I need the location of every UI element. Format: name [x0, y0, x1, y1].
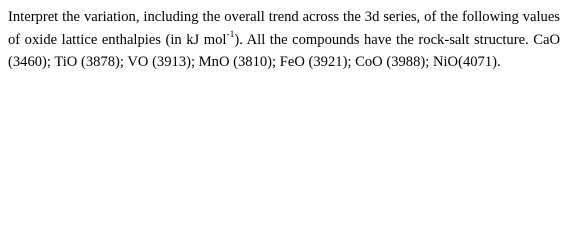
question-text-part-2: ). All the compounds have the rock-salt structure. CaO (3460); TiO (3878); VO (3913); MnO (3810); FeO (3921); CoO (3988); NiO(4071). [8, 31, 560, 70]
unit-superscript: -1 [226, 29, 235, 40]
question-text [8, 6, 560, 74]
question-text-part-1: Interpret the variation, including the overall trend across the 3d series, of the following values of oxide lattice enthalpies (in kJ mol [8, 9, 560, 48]
